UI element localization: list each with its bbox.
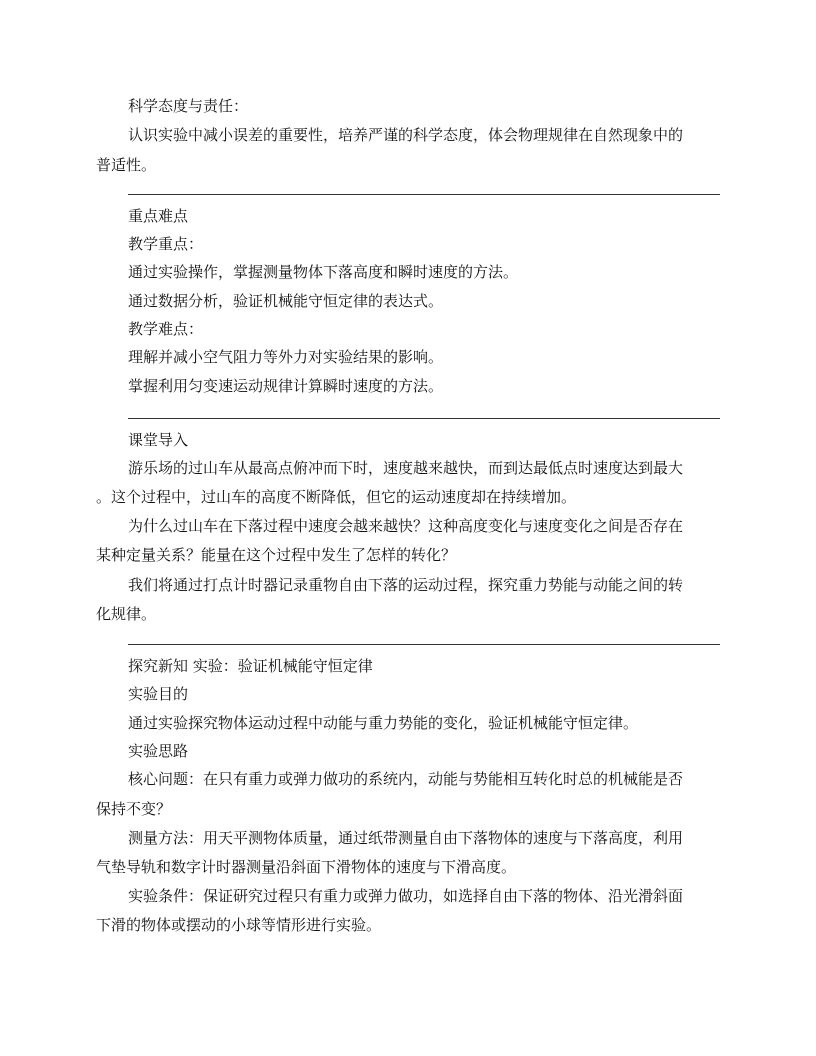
difficulty-item: 掌握利用匀变速运动规律计算瞬时速度的方法。 (128, 377, 444, 395)
attitude-body-line: 普适性。 (96, 156, 157, 174)
purpose-text: 通过实验探究物体运动过程中动能与重力势能的变化，验证机械能守恒定律。 (128, 714, 639, 732)
intro-paragraph-line: 游乐场的过山车从最高点俯冲而下时，速度越来越快，而到达最低点时速度达到最大 (128, 459, 684, 477)
intro-paragraph-line: 为什么过山车在下落过程中速度会越来越快？这种高度变化与速度变化之间是否存在 (128, 517, 684, 535)
idea-label: 实验思路 (128, 742, 189, 760)
method-line: 测量方法：用天平测物体质量，通过纸带测量自由下落物体的速度与下落高度，利用 (128, 829, 684, 847)
method-line: 气垫导轨和数字计时器测量沿斜面下滑物体的速度与下滑高度。 (96, 858, 517, 876)
section-heading-intro: 课堂导入 (128, 431, 189, 449)
difficulty-label: 教学难点： (128, 320, 204, 338)
attitude-heading: 科学态度与责任： (128, 97, 249, 115)
section-divider (128, 418, 720, 419)
section-divider (128, 644, 720, 645)
difficulty-item: 理解并减小空气阻力等外力对实验结果的影响。 (128, 348, 444, 366)
core-question-line: 保持不变？ (96, 800, 172, 818)
intro-paragraph-line: 。这个过程中，过山车的高度不断降低，但它的运动速度却在持续增加。 (96, 488, 577, 506)
section-heading-key-points: 重点难点 (128, 207, 189, 225)
focus-item: 通过实验操作，掌握测量物体下落高度和瞬时速度的方法。 (128, 263, 519, 281)
section-divider (128, 194, 720, 195)
attitude-body-line: 认识实验中减小误差的重要性，培养严谨的科学态度，体会物理规律在自然现象中的 (128, 126, 684, 144)
condition-line: 实验条件：保证研究过程只有重力或弹力做功，如选择自由下落的物体、沿光滑斜面 (128, 887, 684, 905)
section-heading-explore: 探究新知 实验：验证机械能守恒定律 (128, 657, 373, 675)
intro-paragraph-line: 我们将通过打点计时器记录重物自由下落的运动过程，探究重力势能与动能之间的转 (128, 576, 684, 594)
intro-paragraph-line: 某种定量关系？能量在这个过程中发生了怎样的转化？ (96, 546, 457, 564)
intro-paragraph-line: 化规律。 (96, 605, 157, 623)
focus-item: 通过数据分析，验证机械能守恒定律的表达式。 (128, 292, 444, 310)
condition-line: 下滑的物体或摆动的小球等情形进行实验。 (96, 916, 382, 934)
core-question-line: 核心问题：在只有重力或弹力做功的系统内，动能与势能相互转化时总的机械能是否 (128, 770, 684, 788)
purpose-label: 实验目的 (128, 685, 189, 703)
focus-label: 教学重点： (128, 235, 204, 253)
